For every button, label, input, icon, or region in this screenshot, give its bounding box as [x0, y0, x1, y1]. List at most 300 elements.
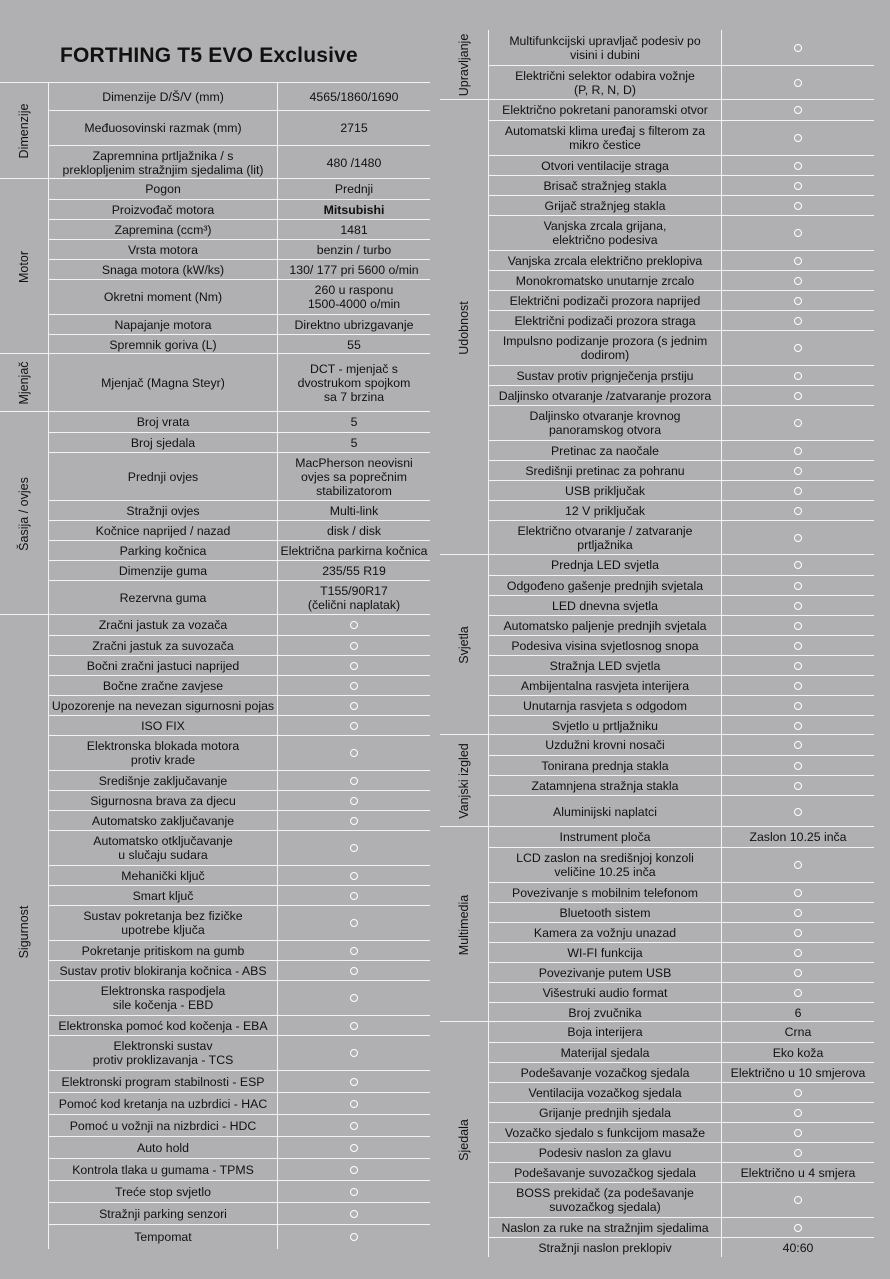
spec-value-included	[277, 941, 431, 960]
section-label	[440, 100, 489, 555]
spec-value: 2715	[340, 121, 368, 135]
spec-name: Povezivanje s mobilnim telefonom	[489, 883, 722, 902]
section-svjetla	[440, 554, 874, 735]
spec-name: Parking kočnica	[49, 541, 278, 560]
section-label-text: Vanjski izgled	[457, 743, 471, 819]
spec-name: LED dnevna svjetla	[489, 596, 722, 615]
spec-name: Stražnja LED svjetla	[489, 656, 722, 675]
included-circle-icon	[350, 817, 358, 825]
spec-value-included	[721, 676, 875, 695]
spec-value-included	[277, 1115, 431, 1136]
spec-value-included	[277, 1016, 431, 1035]
spec-name: Pogon	[49, 179, 278, 199]
section-sigurnost	[0, 614, 430, 1249]
table-row	[489, 100, 874, 120]
spec-value: 480 /1480	[326, 155, 382, 170]
spec-name: Grijanje prednjih sjedala	[489, 1103, 722, 1122]
table-row	[489, 1237, 874, 1257]
table-row	[49, 259, 430, 279]
spec-value: T155/90R17 (čelični naplatak)	[307, 584, 401, 612]
spec-name: Zračni jastuk za suvozača	[49, 636, 278, 655]
spec-name: Impulsno podizanje prozora (s jednim dodirom)	[489, 331, 722, 365]
section-label	[440, 1022, 489, 1257]
included-circle-icon	[794, 507, 802, 515]
spec-value-included	[277, 615, 431, 635]
table-row	[489, 775, 874, 795]
spec-name: Prednji ovjes	[49, 453, 278, 500]
table-row	[489, 575, 874, 595]
spec-value-included	[277, 656, 431, 675]
spec-value-included	[277, 736, 431, 770]
spec-name: BOSS prekidač (za podešavanje suvozačkog sjedala)	[489, 1183, 722, 1217]
included-circle-icon	[794, 682, 802, 690]
table-row	[489, 120, 874, 155]
table-row	[489, 30, 874, 65]
spec-value-included	[721, 216, 875, 250]
included-circle-icon	[794, 1196, 802, 1204]
spec-value-included	[721, 735, 875, 755]
table-row	[489, 695, 874, 715]
spec-name: Spremnik goriva (L)	[49, 335, 278, 354]
spec-name: Bluetooth sistem	[489, 903, 722, 922]
table-row	[489, 215, 874, 250]
spec-value: MacPherson neovisni ovjes sa poprečnim stabilizatorom	[295, 455, 413, 498]
section-label	[0, 615, 49, 1249]
section-label-text: Sigurnost	[17, 905, 31, 959]
table-row	[49, 412, 430, 432]
spec-value-included	[721, 441, 875, 460]
included-circle-icon	[350, 1049, 358, 1057]
table-row	[49, 695, 430, 715]
section-sasija-ovjes	[0, 411, 430, 615]
included-circle-icon	[350, 1166, 358, 1174]
spec-value-included	[277, 1225, 431, 1249]
included-circle-icon	[794, 1109, 802, 1117]
table-row	[49, 1035, 430, 1070]
table-row	[489, 480, 874, 500]
spec-name: Broj sjedala	[49, 433, 278, 452]
included-circle-icon	[350, 844, 358, 852]
table-row	[489, 1102, 874, 1122]
included-circle-icon	[794, 702, 802, 710]
included-circle-icon	[794, 782, 802, 790]
spec-name: Automatsko zaključavanje	[49, 811, 278, 830]
spec-name: Aluminijski naplatci	[489, 796, 722, 827]
spec-value-included	[721, 176, 875, 195]
table-row	[49, 635, 430, 655]
spec-name: Automatsko paljenje prednjih svjetala	[489, 616, 722, 635]
included-circle-icon	[350, 702, 358, 710]
spec-value-included	[277, 771, 431, 790]
page-title: FORTHING T5 EVO Exclusive	[60, 44, 358, 67]
spec-value-included	[721, 848, 875, 882]
spec-value-included	[721, 923, 875, 942]
table-row	[489, 460, 874, 480]
spec-name: Elektronska raspodjela sile kočenja - EBD	[49, 981, 278, 1015]
table-row	[49, 865, 430, 885]
spec-value: Električno u 10 smjerova	[730, 1065, 866, 1080]
included-circle-icon	[350, 662, 358, 670]
included-circle-icon	[350, 872, 358, 880]
table-row	[49, 199, 430, 219]
section-upravljanje	[440, 30, 874, 99]
spec-name: Podesiv naslon za glavu	[489, 1143, 722, 1162]
spec-name: Elektronski program stabilnosti - ESP	[49, 1071, 278, 1092]
spec-name: Auto hold	[49, 1137, 278, 1158]
table-row	[489, 595, 874, 615]
spec-value-included	[277, 1036, 431, 1070]
spec-value-included	[277, 811, 431, 830]
spec-name: Pretinac za naočale	[489, 441, 722, 460]
table-row	[489, 847, 874, 882]
spec-name: Zračni jastuk za vozača	[49, 615, 278, 635]
section-label-text: Dimenzije	[17, 103, 31, 159]
section-multimedia	[440, 826, 874, 1022]
included-circle-icon	[794, 534, 802, 542]
included-circle-icon	[794, 969, 802, 977]
spec-name: Tempomat	[49, 1225, 278, 1249]
spec-value-included	[721, 696, 875, 715]
spec-value-included	[721, 30, 875, 65]
included-circle-icon	[350, 621, 358, 629]
spec-name: Dimenzije D/Š/V (mm)	[49, 83, 278, 110]
included-circle-icon	[350, 947, 358, 955]
spec-value-included	[721, 291, 875, 310]
spec-name: Električno otvaranje / zatvaranje prtljažnika	[489, 521, 722, 555]
spec-value-included	[277, 886, 431, 905]
spec-name: Snaga motora (kW/ks)	[49, 260, 278, 279]
spec-value: 130/ 177 pri 5600 o/min	[289, 262, 419, 277]
spec-name: Automatsko otključavanje u slučaju sudara	[49, 831, 278, 865]
spec-name: WI-FI funkcija	[489, 943, 722, 962]
included-circle-icon	[794, 467, 802, 475]
section-label	[440, 827, 489, 1022]
spec-name: Kočnice naprijed / nazad	[49, 521, 278, 540]
table-row	[49, 960, 430, 980]
table-row	[49, 520, 430, 540]
table-row	[49, 830, 430, 865]
table-row	[49, 1136, 430, 1158]
table-row	[489, 1182, 874, 1217]
table-row	[489, 1042, 874, 1062]
table-row	[49, 540, 430, 560]
table-row	[489, 962, 874, 982]
table-row	[489, 405, 874, 440]
spec-value: Električna parkirna kočnica	[280, 543, 428, 558]
table-row	[489, 1162, 874, 1182]
spec-value-included	[721, 943, 875, 962]
table-row	[49, 675, 430, 695]
table-row	[489, 755, 874, 775]
table-row	[489, 1142, 874, 1162]
table-row	[489, 250, 874, 270]
table-row	[489, 65, 874, 99]
spec-value-included	[721, 271, 875, 290]
spec-name: Podešavanje vozačkog sjedala	[489, 1063, 722, 1082]
table-row	[489, 270, 874, 290]
spec-name: Monokromatsko unutarnje zrcalo	[489, 271, 722, 290]
spec-name: Broj vrata	[49, 412, 278, 432]
table-row	[489, 942, 874, 962]
table-row	[49, 615, 430, 635]
table-row	[489, 922, 874, 942]
included-circle-icon	[350, 1144, 358, 1152]
spec-name: Pomoć u vožnji na nizbrdici - HDC	[49, 1115, 278, 1136]
included-circle-icon	[794, 929, 802, 937]
section-label	[0, 354, 49, 412]
section-label-text: Mjenjač	[17, 361, 31, 405]
included-circle-icon	[794, 861, 802, 869]
spec-name: Tonirana prednja stakla	[489, 756, 722, 775]
spec-name: Uzdužni krovni nosači	[489, 735, 722, 755]
table-row	[49, 560, 430, 580]
spec-name: Upozorenje na nevezan sigurnosni pojas	[49, 696, 278, 715]
table-row	[49, 145, 430, 179]
spec-value: disk / disk	[327, 523, 381, 538]
spec-name: Pomoć kod kretanja na uzbrdici - HAC	[49, 1093, 278, 1114]
spec-name: Elektronski sustav protiv proklizavanja - TCS	[49, 1036, 278, 1070]
spec-value-included	[721, 1143, 875, 1162]
spec-name: Zapremnina prtljažnika / s preklopljenim stražnjim sjedalima (lit)	[49, 146, 278, 179]
spec-value-included	[721, 656, 875, 675]
section-label-text: Šasija / ovjes	[17, 476, 31, 551]
table-row	[489, 655, 874, 675]
table-row	[49, 905, 430, 940]
table-row	[489, 365, 874, 385]
table-row	[489, 1022, 874, 1042]
table-row	[489, 290, 874, 310]
table-row	[49, 885, 430, 905]
included-circle-icon	[350, 1022, 358, 1030]
included-circle-icon	[794, 182, 802, 190]
spec-name: Kontrola tlaka u gumama - TPMS	[49, 1159, 278, 1180]
spec-value-included	[721, 121, 875, 155]
included-circle-icon	[794, 909, 802, 917]
section-label-text: Svjetla	[457, 626, 471, 664]
included-circle-icon	[794, 889, 802, 897]
included-circle-icon	[350, 1100, 358, 1108]
spec-name: Povezivanje putem USB	[489, 963, 722, 982]
spec-name: Sigurnosna brava za djecu	[49, 791, 278, 810]
included-circle-icon	[350, 1233, 358, 1241]
spec-value: Zaslon 10.25 inča	[749, 830, 847, 844]
spec-name: Sustav protiv blokiranja kočnica - ABS	[49, 961, 278, 980]
spec-name: 12 V priključak	[489, 501, 722, 520]
spec-name: Napajanje motora	[49, 315, 278, 334]
table-row	[489, 675, 874, 695]
spec-name: Vozačko sjedalo s funkcijom masaže	[489, 1123, 722, 1142]
spec-name: USB priključak	[489, 481, 722, 500]
section-label-text: Multimedia	[457, 894, 471, 955]
included-circle-icon	[350, 967, 358, 975]
spec-value: Eko koža	[772, 1045, 824, 1060]
spec-value: 40:60	[782, 1240, 814, 1255]
spec-name: Automatski klima uređaj s filterom za mikro čestice	[489, 121, 722, 155]
included-circle-icon	[794, 202, 802, 210]
spec-value: Prednji	[334, 182, 374, 196]
included-circle-icon	[794, 297, 802, 305]
table-row	[49, 239, 430, 259]
table-row	[489, 1062, 874, 1082]
spec-name: Dimenzije guma	[49, 561, 278, 580]
spec-name: Podesiva visina svjetlosnog snopa	[489, 636, 722, 655]
spec-value-included	[721, 501, 875, 520]
spec-name: Brisač stražnjeg stakla	[489, 176, 722, 195]
included-circle-icon	[350, 797, 358, 805]
included-circle-icon	[350, 1210, 358, 1218]
spec-name: Multifunkcijski upravljač podesiv po visini i dubini	[489, 30, 722, 65]
spec-value-included	[721, 776, 875, 795]
table-row	[489, 735, 874, 755]
table-row	[49, 790, 430, 810]
spec-value-included	[277, 676, 431, 695]
spec-name: Električni podizači prozora straga	[489, 311, 722, 330]
table-row	[489, 795, 874, 827]
spec-name: Sustav protiv prignječenja prstiju	[489, 366, 722, 385]
spec-value-included	[277, 961, 431, 980]
table-row	[489, 310, 874, 330]
spec-value-included	[721, 311, 875, 330]
spec-value-included	[721, 576, 875, 595]
spec-value-included	[721, 406, 875, 440]
spec-name: Mehanički ključ	[49, 866, 278, 885]
section-label	[0, 412, 49, 615]
spec-value: Mitsubishi	[323, 202, 385, 217]
table-row	[49, 1114, 430, 1136]
table-row	[49, 1224, 430, 1249]
spec-value: 5	[350, 415, 358, 429]
table-row	[49, 334, 430, 354]
spec-name: Zapremina (ccm³)	[49, 220, 278, 239]
spec-value-included	[721, 636, 875, 655]
table-row	[49, 314, 430, 334]
table-row	[49, 810, 430, 830]
table-row	[489, 385, 874, 405]
included-circle-icon	[350, 1122, 358, 1130]
spec-value-included	[277, 1071, 431, 1092]
spec-value-included	[277, 1203, 431, 1224]
spec-name: Elektronska pomoć kod kočenja - EBA	[49, 1016, 278, 1035]
included-circle-icon	[794, 762, 802, 770]
spec-name: Elektronska blokada motora protiv krade	[49, 736, 278, 770]
section-label	[440, 735, 489, 827]
spec-name: Zatamnjena stražnja stakla	[489, 776, 722, 795]
spec-name: Boja interijera	[489, 1022, 722, 1042]
included-circle-icon	[350, 777, 358, 785]
table-row	[489, 902, 874, 922]
spec-name: Kamera za vožnju unazad	[489, 923, 722, 942]
included-circle-icon	[350, 1078, 358, 1086]
spec-name: Unutarnja rasvjeta s odgodom	[489, 696, 722, 715]
spec-value: 4565/1860/1690	[309, 89, 399, 104]
included-circle-icon	[794, 722, 802, 730]
spec-value-included	[721, 716, 875, 735]
included-circle-icon	[794, 582, 802, 590]
spec-value-included	[721, 983, 875, 1002]
table-row	[49, 279, 430, 314]
spec-name: Središnje zaključavanje	[49, 771, 278, 790]
included-circle-icon	[350, 919, 358, 927]
table-row	[489, 195, 874, 215]
spec-name: Vanjska zrcala električno preklopiva	[489, 251, 722, 270]
spec-name: Električni selektor odabira vožnje (P, R, N, D)	[489, 66, 722, 99]
spec-name: Bočni zračni jastuci naprijed	[49, 656, 278, 675]
spec-value-included	[277, 1159, 431, 1180]
spec-name: Stražnji ovjes	[49, 501, 278, 520]
included-circle-icon	[794, 487, 802, 495]
spec-name: Stražnji naslon preklopiv	[489, 1238, 722, 1257]
spec-value: 55	[347, 337, 361, 352]
included-circle-icon	[350, 1188, 358, 1196]
section-label-text: Udobnost	[457, 300, 471, 355]
spec-value-included	[721, 66, 875, 99]
spec-value: 1481	[340, 222, 368, 237]
section-motor	[0, 178, 430, 354]
spec-value-included	[721, 331, 875, 365]
spec-name: Ventilacija vozačkog sjedala	[489, 1083, 722, 1102]
included-circle-icon	[794, 662, 802, 670]
spec-name: Grijač stražnjeg stakla	[489, 196, 722, 215]
table-row	[489, 500, 874, 520]
spec-value-included	[721, 521, 875, 555]
spec-name: ISO FIX	[49, 716, 278, 735]
included-circle-icon	[794, 808, 802, 816]
included-circle-icon	[794, 1089, 802, 1097]
spec-name: Prednja LED svjetla	[489, 555, 722, 575]
spec-value-included	[721, 555, 875, 575]
table-row	[49, 1158, 430, 1180]
section-label-text: Motor	[17, 250, 31, 283]
table-row	[489, 1217, 874, 1237]
spec-name: Vrsta motora	[49, 240, 278, 259]
spec-name: Otvori ventilacije straga	[489, 156, 722, 175]
spec-value-included	[721, 1183, 875, 1217]
included-circle-icon	[350, 682, 358, 690]
table-row	[49, 1180, 430, 1202]
table-row	[49, 980, 430, 1015]
spec-value: Crna	[784, 1025, 812, 1039]
included-circle-icon	[794, 602, 802, 610]
table-row	[489, 520, 874, 555]
section-label	[0, 179, 49, 354]
included-circle-icon	[794, 392, 802, 400]
table-row	[49, 770, 430, 790]
spec-name: Daljinsko otvaranje krovnog panoramskog otvora	[489, 406, 722, 440]
table-row	[49, 179, 430, 199]
spec-name: Višestruki audio format	[489, 983, 722, 1002]
included-circle-icon	[794, 642, 802, 650]
table-row	[489, 155, 874, 175]
spec-name: Pokretanje pritiskom na gumb	[49, 941, 278, 960]
table-row	[49, 715, 430, 735]
spec-name: Električni podizači prozora naprijed	[489, 291, 722, 310]
spec-name: Rezervna guma	[49, 581, 278, 615]
spec-value-included	[721, 1083, 875, 1102]
included-circle-icon	[794, 622, 802, 630]
table-row	[489, 555, 874, 575]
spec-value-included	[721, 156, 875, 175]
spec-name: Međuosovinski razmak (mm)	[49, 111, 278, 145]
table-row	[489, 175, 874, 195]
spec-value-included	[277, 831, 431, 865]
table-row	[489, 615, 874, 635]
included-circle-icon	[350, 749, 358, 757]
included-circle-icon	[794, 741, 802, 749]
table-row	[49, 940, 430, 960]
included-circle-icon	[794, 79, 802, 87]
included-circle-icon	[794, 257, 802, 265]
spec-name: Podešavanje suvozačkog sjedala	[489, 1163, 722, 1182]
